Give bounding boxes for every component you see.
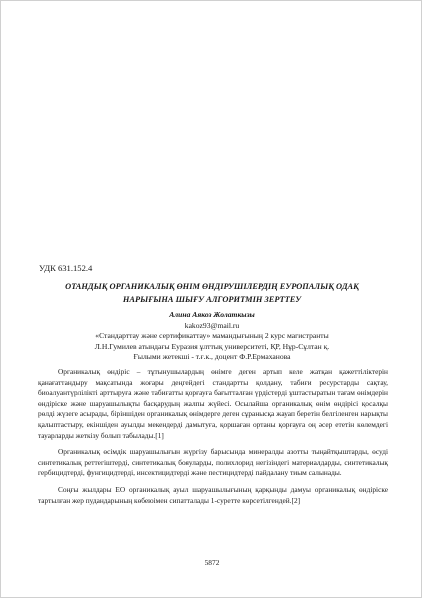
paper-title-line-2: НАРЫҒЫНА ШЫҒУ АЛГОРИТМІН ЗЕРТТЕУ: [122, 295, 302, 304]
body-paragraph: Органикалық өсімдік шаруашылығын жүргізу барысында минералды азотты тыңайтқыштарды, өсуді синтетикалық реттегіштерді, синтетикалық бояуларды, полихлорид негізіндегі материалдарды, синтетикалық гербицидтерді, фунгицидтерді, инсектицидтерді және пестицидтерді пайдалану тиым салынады.: [38, 447, 388, 478]
scientific-supervisor: Ғылыми жетекші - т.ғ.к., доцент Ф.Р.Ермаханова: [133, 352, 291, 361]
body-paragraph: Органикалық өндіріс – тұтынушылардың өнімге деген артып келе жатқан қажеттіліктерін қанағаттандыру мақсатында жоғары деңгейдегі стандартты қолдану, табиғи ресурстарды сақтау, биоалуантүрлілікті арттыруға және табиғатты қорғауға бағытталған үрдістерді ұштастыратын тағам өнімдерін өндіріске және шаруашылықты басқарудың жалпы жүйесі. Осылайша органикалық өнім өндірісі қосалқы рөлді жүзеге асырады, біріншіден органикалық өнімдерге деген сұранысқа жауап беретін белгіленген нарықты қалыптастыру, екіншіден ауылды мекендерді дамытуға, қоршаған ортаны қорғауға оң әсер ететін көлемдегі тауарларды жеткізу болып табылады.[1]: [38, 367, 388, 440]
paper-body: [38, 367, 388, 512]
author-affiliation-university: Л.Н.Гумилев атындағы Еуразия ұлттық университеті, ҚР, Нұр-Сұлтан қ.: [94, 341, 330, 351]
paper-title: [31, 280, 393, 306]
paper-title-line-1: ОТАНДЫҚ ОРГАНИКАЛЫҚ ӨНІМ ӨНДІРУШІЛЕРДІҢ ЕУРОПАЛЫҚ ОДАҚ: [65, 282, 359, 291]
author-email: kakoz93@mail.ru: [184, 320, 240, 330]
body-paragraph: Соңғы жылдары ЕО органикалық ауыл шаруашылығының қарқынды дамуы органикалық өндіріске тартылған жер пудандарының көбеюімен сипатталады 1-суретте көрсетілгендей.[2]: [38, 484, 388, 505]
page-number: 5872: [204, 558, 220, 567]
author-affiliation-program: «Стандарттау және сертификаттау» мамандығының 2 курс магистранты: [95, 331, 329, 340]
udk-code: УДК 631.152.4: [39, 263, 93, 273]
author-block: [31, 310, 393, 363]
author-name: Алина Аякоз Жолаткызы: [169, 310, 255, 319]
